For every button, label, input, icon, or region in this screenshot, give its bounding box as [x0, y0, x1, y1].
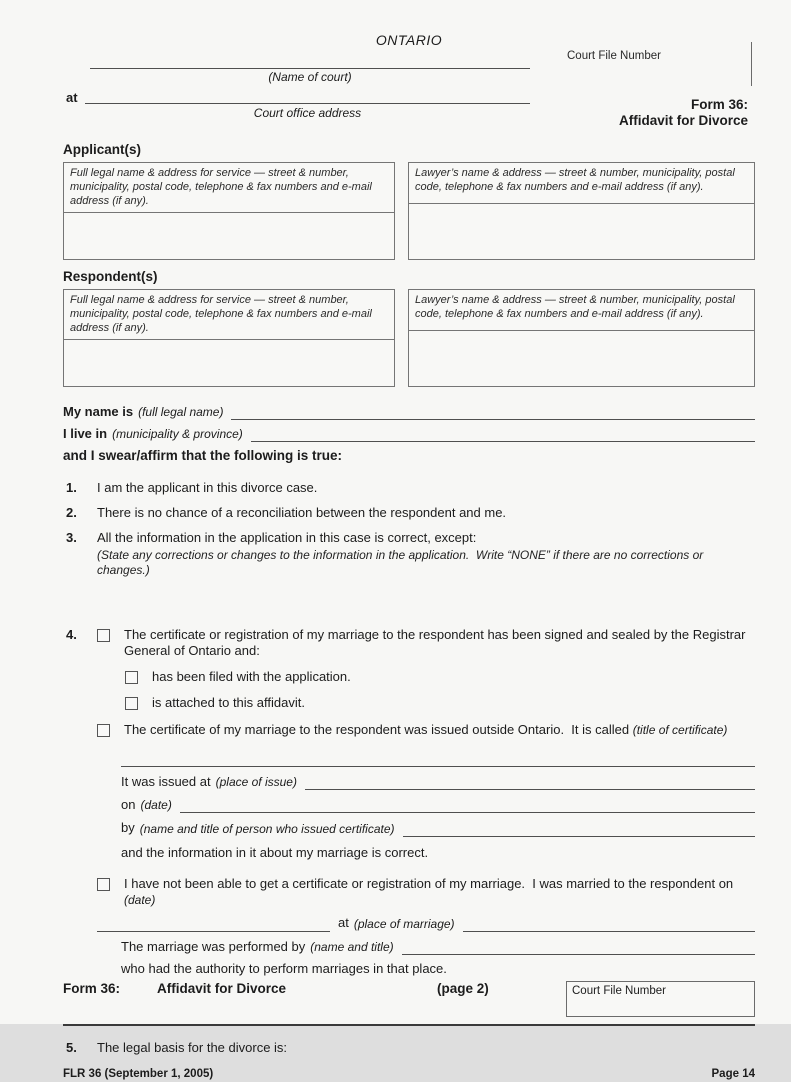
outside-ontario-checkbox[interactable] — [97, 724, 110, 737]
form-header — [63, 0, 755, 142]
applicant-address-box — [63, 162, 395, 260]
page2-header — [63, 981, 755, 1017]
place-of-marriage-field[interactable] — [463, 916, 755, 932]
name-of-court-hint: (Name of court) — [268, 70, 352, 84]
list-item — [63, 1040, 755, 1056]
applicant-address-field[interactable] — [64, 213, 394, 259]
court-office-address-hint: Court office address — [253, 106, 362, 120]
respondent-address-label: Full legal name & address for service — street & number, municipality, postal code, telephone & fax numbers and e-mail address (if any). — [64, 290, 394, 340]
page2-divider-rule — [63, 1024, 755, 1026]
footer-page-number: Page 14 — [711, 1068, 755, 1081]
certificate-title-field[interactable] — [121, 751, 755, 767]
respondent-lawyer-box — [408, 289, 755, 387]
by-label: by — [121, 820, 135, 836]
item-text: I am the applicant in this divorce case. — [97, 479, 318, 495]
place-of-issue-field[interactable] — [305, 774, 755, 790]
issuer-name-field[interactable] — [403, 821, 755, 837]
respondent-boxes — [63, 289, 755, 387]
at-label: at — [66, 90, 78, 105]
applicant-lawyer-field[interactable] — [409, 204, 754, 250]
court-file-number-divider — [751, 42, 752, 86]
place-of-issue-hint: (place of issue) — [215, 775, 297, 790]
filed-option-text: has been filed with the application. — [152, 669, 351, 685]
applicants-heading: Applicant(s) — [63, 142, 142, 157]
municipality-hint: (municipality & province) — [112, 427, 243, 442]
attached-option-text: is attached to this affidavit. — [152, 695, 305, 711]
list-item — [63, 505, 755, 521]
authority-text: who had the authority to perform marriages in that place. — [121, 960, 447, 976]
registrar-certificate-text: The certificate or registration of my marriage to the respondent has been signed and sealed by the Registrar General of Ontario and: — [124, 626, 750, 658]
at-label: at — [338, 915, 349, 931]
item-number: 4. — [66, 626, 77, 642]
performed-by-row — [121, 939, 755, 955]
item-text: The legal basis for the divorce is: — [97, 1040, 288, 1056]
applicant-address-label: Full legal name & address for service — street & number, municipality, postal code, telephone & fax numbers and e-mail address (if any). — [64, 163, 394, 213]
footer-form-version: FLR 36 (September 1, 2005) — [63, 1068, 214, 1081]
court-file-number-label: Court File Number — [572, 985, 666, 998]
swear-affirm-line: and I swear/affirm that the following is true: — [63, 448, 343, 464]
issuer-row — [121, 820, 755, 836]
form-title: Affidavit for Divorce — [618, 113, 748, 128]
court-name-field[interactable] — [90, 52, 530, 69]
registrar-certificate-option — [97, 627, 755, 660]
my-name-is-label: My name is — [63, 403, 134, 419]
info-correct-text: and the information in it about my marriage is correct. — [121, 844, 429, 860]
court-file-number-label: Court File Number — [567, 50, 661, 62]
court-office-address-field[interactable] — [85, 87, 530, 104]
form-number: Form 36: — [690, 97, 748, 112]
issue-date-field[interactable] — [180, 797, 755, 813]
item-text — [97, 530, 755, 577]
applicant-lawyer-box — [408, 162, 755, 260]
full-legal-name-field[interactable] — [231, 404, 755, 420]
performer-name-field[interactable] — [402, 939, 755, 955]
municipality-field[interactable] — [251, 426, 755, 442]
list-item — [63, 530, 755, 577]
filed-with-application-checkbox[interactable] — [125, 671, 138, 684]
performed-by-label: The marriage was performed by — [121, 938, 306, 954]
statements-list — [63, 480, 755, 977]
page2-form-title: Affidavit for Divorce — [157, 981, 287, 997]
page-footer — [63, 1067, 755, 1081]
issued-at-row — [121, 774, 755, 790]
item-number: 5. — [66, 1040, 77, 1056]
issue-date-row — [121, 797, 755, 813]
place-of-marriage-hint: (place of marriage) — [353, 916, 455, 931]
full-legal-name-hint: (full legal name) — [138, 404, 224, 419]
respondents-heading: Respondent(s) — [63, 268, 158, 284]
marriage-place-row — [97, 915, 755, 931]
attached-to-affidavit-checkbox[interactable] — [125, 697, 138, 710]
respondent-address-field[interactable] — [64, 340, 394, 386]
no-certificate-text: I have not been able to get a certificate or registration of my marriage. I was married to the respondent on (date) — [124, 875, 737, 908]
outside-ontario-option — [97, 722, 755, 738]
item-number: 3. — [66, 530, 77, 546]
respondent-lawyer-field[interactable] — [409, 331, 754, 377]
applicant-lawyer-label: Lawyer’s name & address — street & number, municipality, postal code, telephone & fax numbers and e-mail address (if any). — [409, 163, 754, 204]
attached-option — [125, 695, 755, 711]
outside-ontario-text: The certificate of my marriage to the respondent was issued outside Ontario. It is called (title of certificate) — [124, 721, 728, 737]
date-hint: (date) — [140, 798, 172, 813]
issued-at-label: It was issued at — [121, 773, 211, 789]
marriage-date-field[interactable] — [97, 916, 330, 932]
respondent-lawyer-label: Lawyer’s name & address — street & number, municipality, postal code, telephone & fax numbers and e-mail address (if any). — [409, 290, 754, 331]
item-text-main: All the information in the application in this case is correct, except: — [97, 530, 477, 546]
item-text: There is no chance of a reconciliation between the respondent and me. — [97, 505, 507, 521]
certificate-title-row — [121, 751, 755, 767]
marriage-date-hint: (date) — [124, 893, 156, 908]
page2-form-number: Form 36: — [63, 981, 121, 997]
list-item-certificate — [63, 627, 755, 978]
respondent-address-box — [63, 289, 395, 387]
no-certificate-option — [97, 876, 755, 909]
court-file-number-box[interactable] — [566, 981, 755, 1017]
item-instruction-note: (State any corrections or changes to the information in the application. Write “NONE” if there are no corrections or changes.) — [97, 547, 707, 577]
list-item — [63, 480, 755, 496]
no-certificate-checkbox[interactable] — [97, 878, 110, 891]
province-title: ONTARIO — [375, 32, 443, 48]
title-of-certificate-hint: (title of certificate) — [632, 722, 728, 737]
page2-page-label: (page 2) — [437, 981, 489, 997]
filed-option — [125, 669, 755, 685]
registrar-certificate-checkbox[interactable] — [97, 629, 110, 642]
on-label: on — [121, 797, 136, 813]
issuer-hint: (name and title of person who issued certificate) — [139, 821, 395, 836]
name-and-title-hint: (name and title) — [310, 939, 394, 954]
i-live-in-label: I live in — [63, 425, 108, 441]
declaration-section — [63, 404, 755, 465]
applicant-boxes — [63, 162, 755, 260]
item-number: 2. — [66, 505, 77, 521]
item-number: 1. — [66, 479, 77, 495]
